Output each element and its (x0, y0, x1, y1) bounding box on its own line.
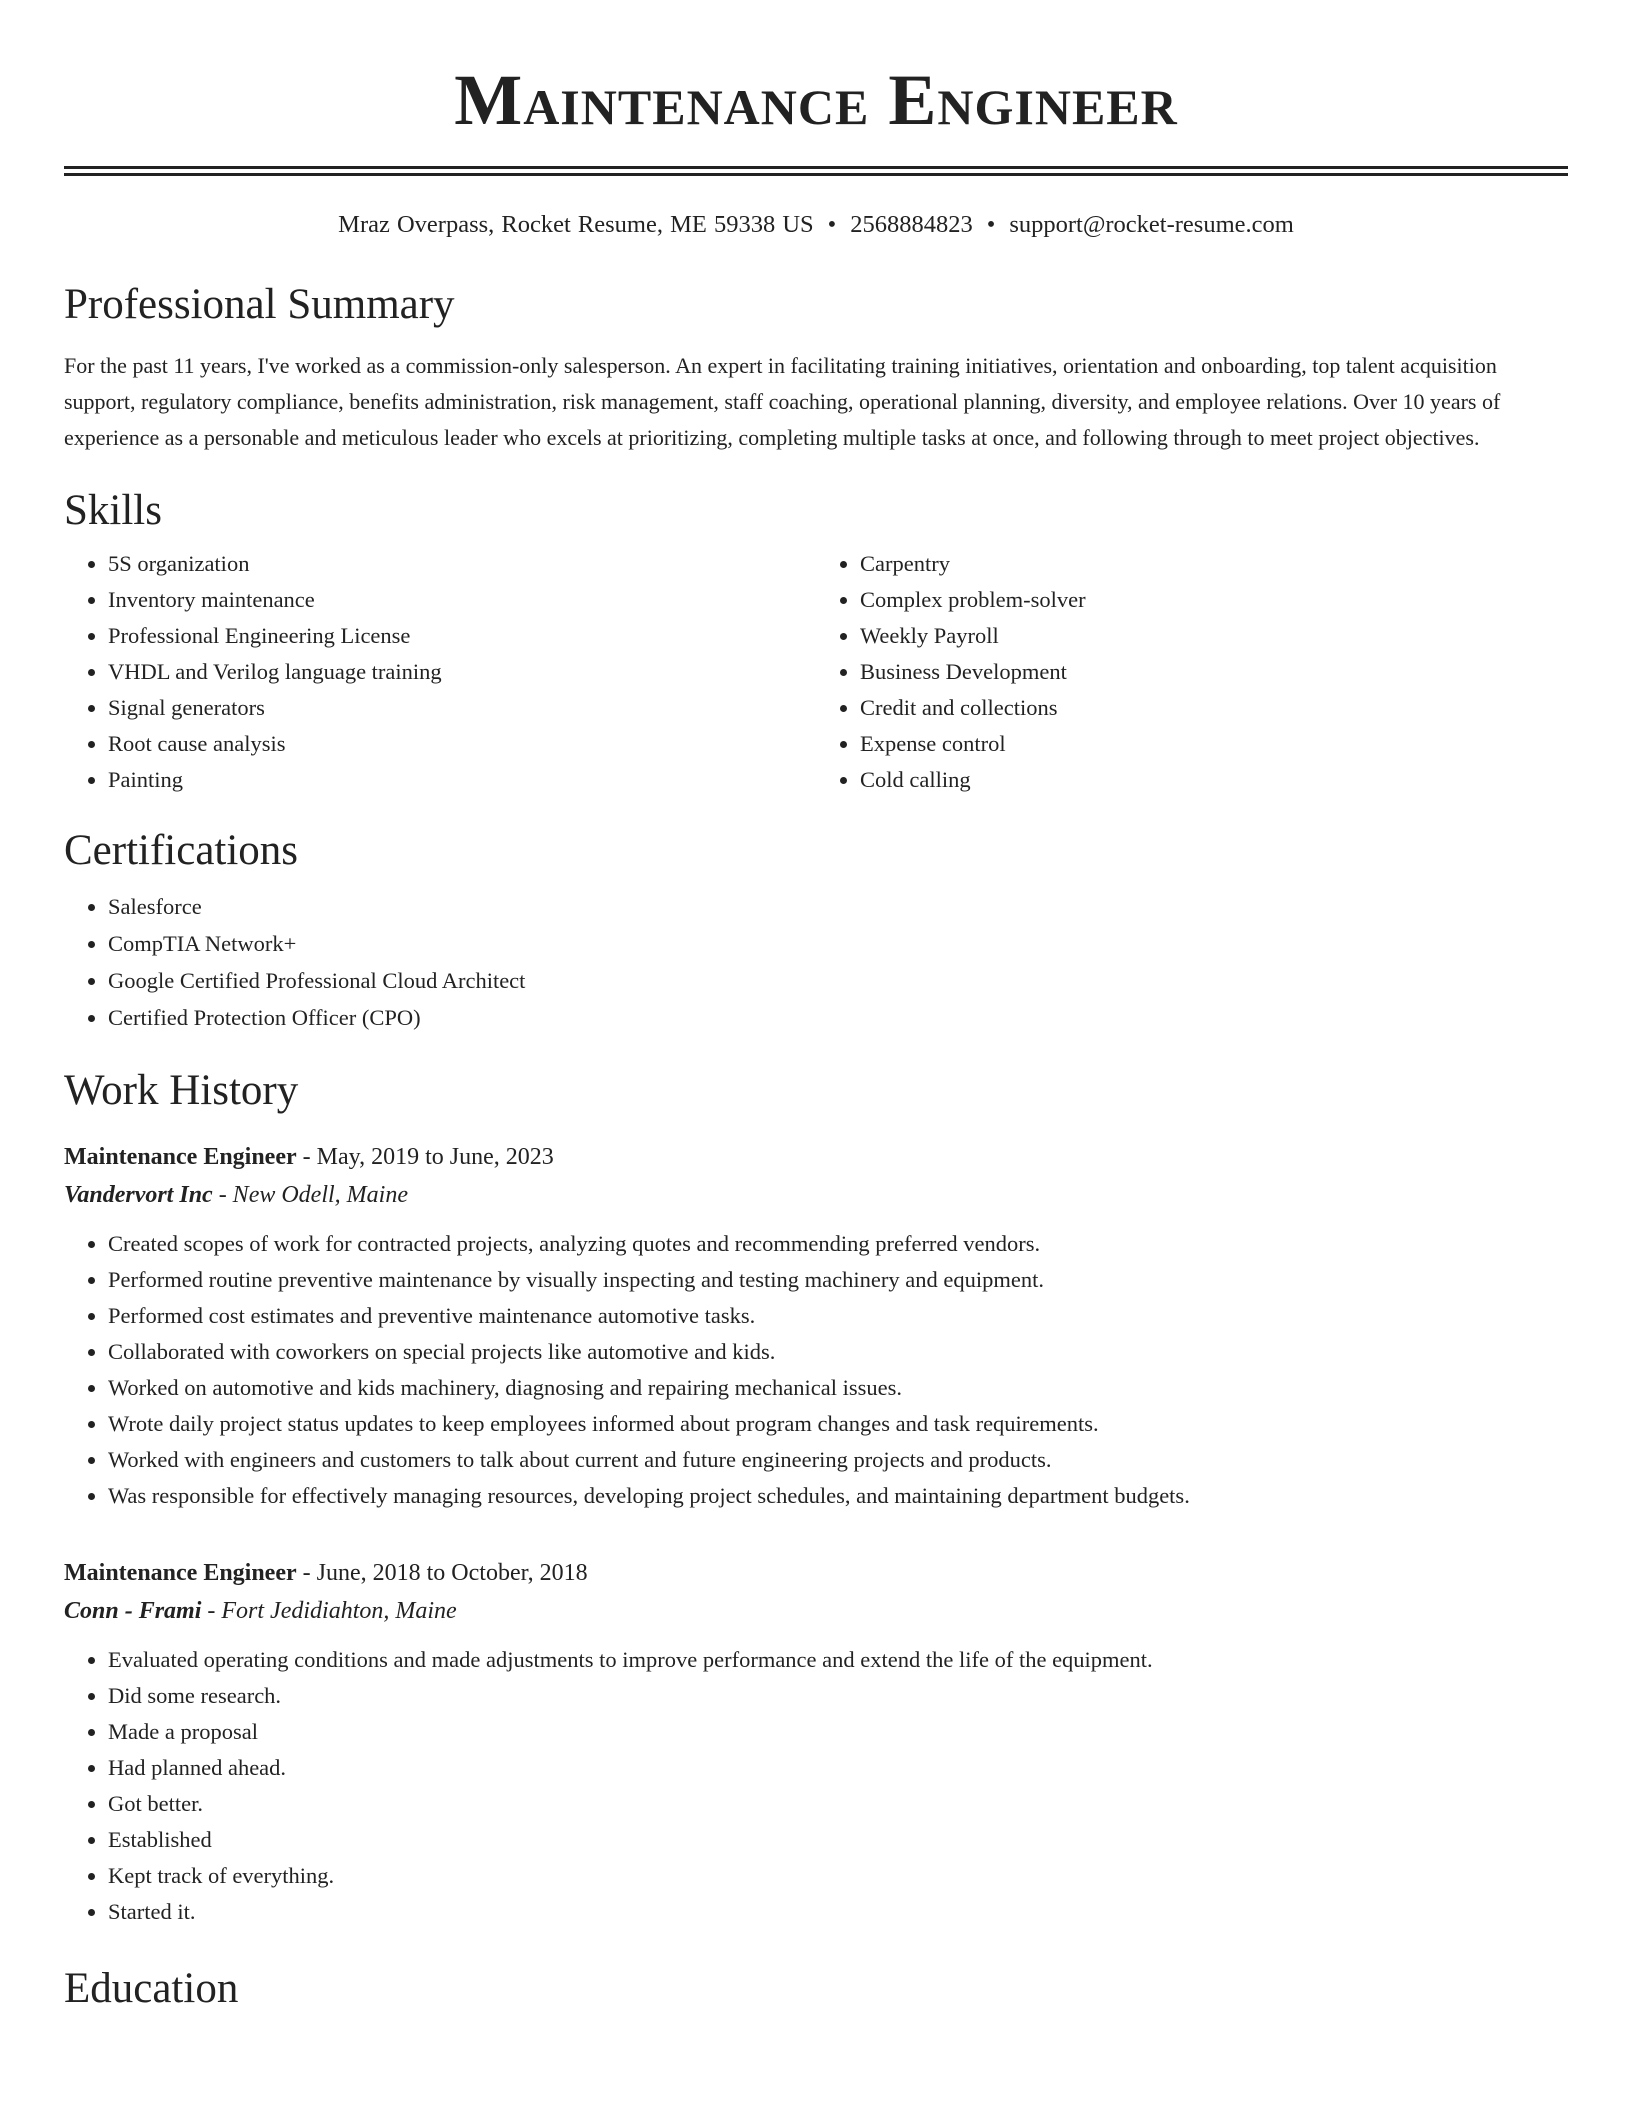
skills-right-list (816, 546, 1568, 798)
skill-item: • Root cause analysis (108, 726, 816, 762)
skill-item: • Professional Engineering License (108, 618, 816, 654)
job-bullet: • Evaluated operating conditions and made adjustments to improve performance and extend the life of the equipment. (108, 1642, 1568, 1678)
job-dates: - June, 2018 to October, 2018 (296, 1560, 588, 1586)
certification-item: • Google Certified Professional Cloud Architect (108, 962, 1568, 999)
job-dates: - May, 2019 to June, 2023 (296, 1144, 554, 1170)
contact-address: Mraz Overpass, Rocket Resume, ME 59338 US (338, 211, 814, 238)
contact-email: support@rocket-resume.com (1009, 211, 1294, 238)
skill-item: • VHDL and Verilog language training (108, 654, 816, 690)
skill-item: • Weekly Payroll (860, 618, 1568, 654)
skill-item: • Business Development (860, 654, 1568, 690)
job-bullet: • Performed cost estimates and preventive maintenance automotive tasks. (108, 1298, 1568, 1334)
job-bullet: • Did some research. (108, 1678, 1568, 1714)
skill-item: • Signal generators (108, 690, 816, 726)
skill-item: • Painting (108, 762, 816, 798)
skill-item: • Credit and collections (860, 690, 1568, 726)
job-bullet: • Created scopes of work for contracted projects, analyzing quotes and recommending preferred vendors. (108, 1226, 1568, 1262)
skill-item: • Carpentry (860, 546, 1568, 582)
certifications-list (64, 888, 1568, 1036)
job-bullet: • Made a proposal (108, 1714, 1568, 1750)
certification-item: • Certified Protection Officer (CPO) (108, 999, 1568, 1036)
contact-separator: • (986, 211, 996, 238)
education-heading: Education (64, 1965, 239, 2012)
skills-left-list (64, 546, 816, 798)
job-entry (64, 1138, 1568, 1514)
job-title: Maintenance Engineer (64, 1144, 297, 1170)
contact-phone: 2568884823 (850, 211, 973, 238)
job-bullets (64, 1226, 1568, 1514)
skills-heading: Skills (64, 487, 162, 534)
job-location: - Fort Jedidiahton, Maine (201, 1598, 457, 1624)
job-bullet: • Had planned ahead. (108, 1750, 1568, 1786)
job-bullet: • Kept track of everything. (108, 1858, 1568, 1894)
job-title: Maintenance Engineer (64, 1560, 297, 1586)
skill-item: • Cold calling (860, 762, 1568, 798)
job-entry (64, 1554, 1568, 1930)
job-bullet: • Started it. (108, 1894, 1568, 1930)
work-history-heading: Work History (64, 1067, 299, 1114)
job-company-line (64, 1592, 1568, 1630)
skills-columns (64, 546, 1568, 798)
job-bullets (64, 1642, 1568, 1930)
contact-separator: • (827, 211, 837, 238)
job-title-line (64, 1138, 1568, 1176)
certifications-heading: Certifications (64, 827, 299, 874)
job-bullet: • Collaborated with coworkers on special projects like automotive and kids. (108, 1334, 1568, 1370)
header-double-rule (64, 166, 1568, 176)
certification-item: • CompTIA Network+ (108, 925, 1568, 962)
skill-item: • 5S organization (108, 546, 816, 582)
skill-item: • Expense control (860, 726, 1568, 762)
job-bullet: • Got better. (108, 1786, 1568, 1822)
job-bullet: • Wrote daily project status updates to keep employees informed about program changes and task requirements. (108, 1406, 1568, 1442)
job-bullet: • Performed routine preventive maintenance by visually inspecting and testing machinery and equipment. (108, 1262, 1568, 1298)
job-company: Vandervort Inc (64, 1182, 213, 1208)
resume-name: Maintenance Engineer (454, 60, 1178, 140)
contact-line (64, 210, 1568, 240)
job-bullet: • Worked on automotive and kids machinery, diagnosing and repairing mechanical issues. (108, 1370, 1568, 1406)
job-company-line (64, 1176, 1568, 1214)
job-title-line (64, 1554, 1568, 1592)
job-company: Conn - Frami (64, 1598, 202, 1624)
skill-item: • Complex problem-solver (860, 582, 1568, 618)
job-bullet: • Established (108, 1822, 1568, 1858)
certification-item: • Salesforce (108, 888, 1568, 925)
skill-item: • Inventory maintenance (108, 582, 816, 618)
summary-text: For the past 11 years, I've worked as a commission-only salesperson. An expert in facilitating training initiatives, orientation and onboarding, top talent acquisition support, regulatory compliance, benefits administration, risk management, staff coaching, operational planning, diversity, and employee relations. Over 10 years of experience as a personable and meticulous leader who excels at prioritizing, completing multiple tasks at once, and following through to meet project objectives. (64, 353, 1501, 450)
job-bullet: • Was responsible for effectively managing resources, developing project schedules, and maintaining department budgets. (108, 1478, 1568, 1514)
job-bullet: • Worked with engineers and customers to talk about current and future engineering projects and products. (108, 1442, 1568, 1478)
job-location: - New Odell, Maine (212, 1182, 408, 1208)
summary-heading: Professional Summary (64, 281, 455, 328)
